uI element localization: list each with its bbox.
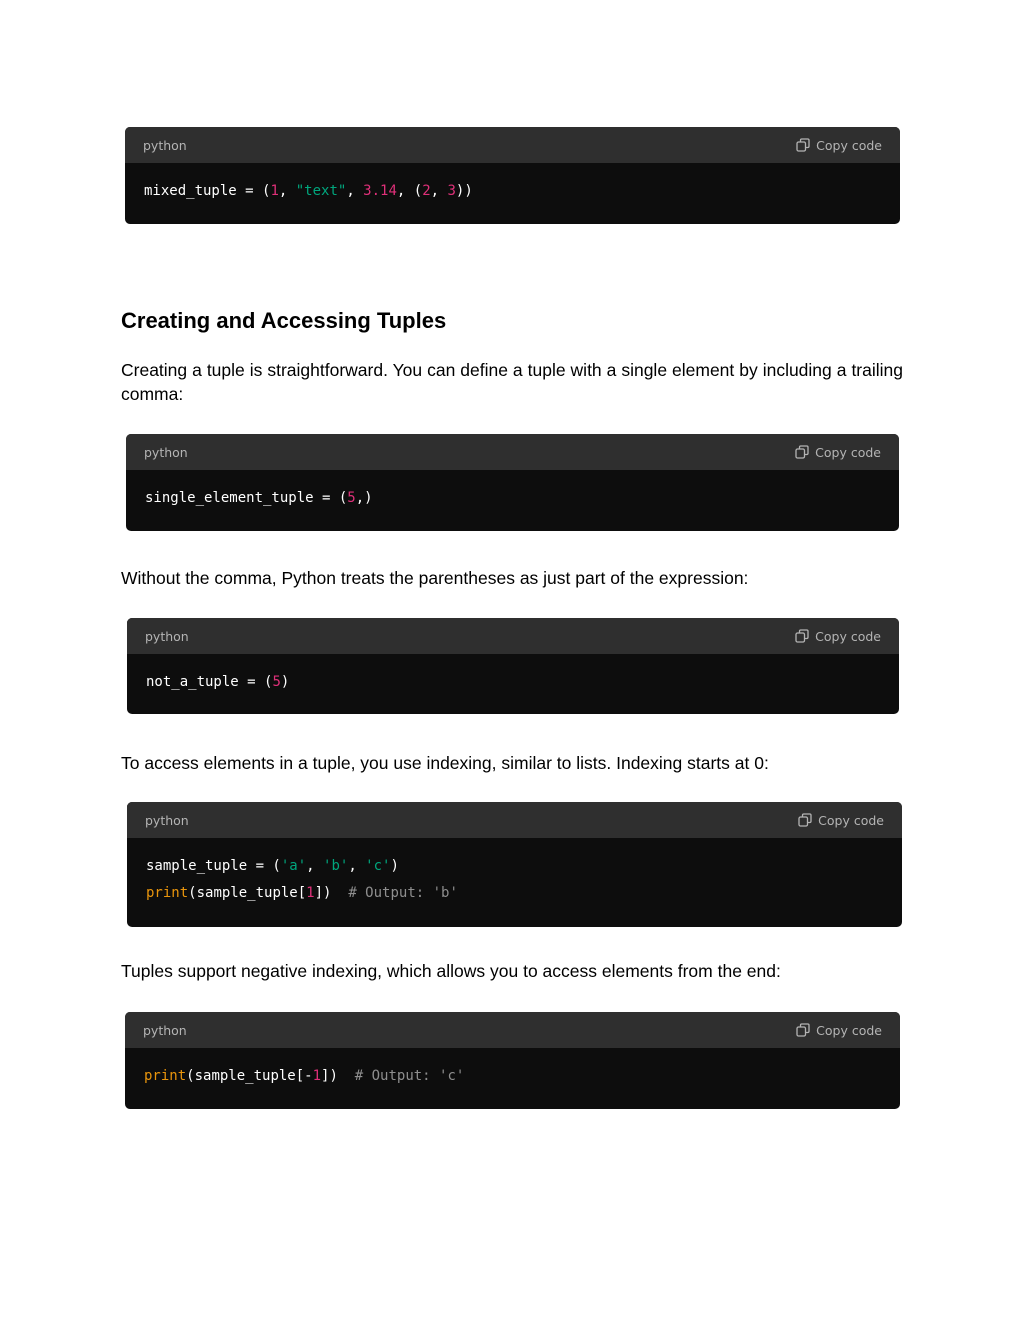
paragraph-negative-indexing: Tuples support negative indexing, which allows you to access elements from the end: — [121, 961, 781, 981]
code-content — [125, 1048, 900, 1090]
code-token-plain: ]) — [321, 1068, 355, 1084]
copy-icon — [796, 138, 810, 152]
code-line — [144, 178, 881, 205]
code-block-header — [127, 802, 902, 838]
code-token-num: 2 — [422, 183, 431, 199]
copy-code-button[interactable] — [798, 813, 884, 828]
copy-code-label: Copy code — [816, 137, 882, 153]
code-content — [127, 838, 902, 907]
code-block-mixed-tuple — [125, 127, 900, 224]
code-token-str: 'a' — [280, 858, 307, 874]
code-line — [146, 669, 880, 696]
code-token-num: 1 — [270, 183, 279, 199]
code-block-indexing — [127, 802, 902, 927]
code-language-label: python — [145, 812, 189, 828]
code-token-num: 3.14 — [363, 183, 397, 199]
code-line — [146, 880, 883, 907]
copy-code-label: Copy code — [818, 812, 884, 828]
copy-code-label: Copy code — [816, 1022, 882, 1038]
code-block-single-element-tuple — [126, 434, 899, 531]
code-token-plain: ) — [390, 858, 399, 874]
code-token-str: 'c' — [365, 858, 391, 874]
code-line — [144, 1063, 881, 1090]
code-line — [145, 485, 880, 512]
code-token-str: 'b' — [323, 858, 349, 874]
code-token-plain: , ( — [396, 183, 423, 199]
code-token-comment: # Output: 'b' — [348, 885, 458, 901]
code-token-plain: (sample_tuple[ — [188, 885, 307, 901]
code-token-comment: # Output: 'c' — [354, 1068, 465, 1084]
code-token-str: "text" — [295, 183, 347, 199]
code-token-plain: )) — [455, 183, 473, 199]
paragraph-intro: Creating a tuple is straightforward. You can define a tuple with a single element by including a trailing comma: — [121, 360, 903, 404]
code-language-label: python — [143, 137, 187, 153]
code-block-negative-indexing — [125, 1012, 900, 1109]
code-token-plain: sample_tuple = ( — [146, 858, 281, 874]
copy-code-label: Copy code — [815, 628, 881, 644]
copy-icon — [795, 629, 809, 643]
copy-code-button[interactable] — [796, 1023, 882, 1038]
code-token-plain: single_element_tuple = ( — [145, 490, 348, 506]
code-block-header — [126, 434, 899, 470]
code-token-fn: print — [146, 885, 189, 901]
code-block-header — [127, 618, 899, 654]
paragraph-without-comma: Without the comma, Python treats the parentheses as just part of the expression: — [121, 568, 749, 588]
code-token-plain: (sample_tuple[- — [186, 1068, 313, 1084]
code-block-not-a-tuple — [127, 618, 899, 714]
copy-code-button[interactable] — [796, 138, 882, 153]
copy-code-button[interactable] — [795, 629, 881, 644]
code-token-fn: print — [144, 1068, 187, 1084]
code-token-plain: , — [348, 858, 366, 874]
copy-icon — [796, 1023, 810, 1037]
code-block-header — [125, 127, 900, 163]
code-token-plain: , — [346, 183, 364, 199]
code-token-plain: ]) — [314, 885, 349, 901]
code-token-plain: ) — [280, 674, 290, 690]
code-content — [126, 470, 899, 512]
code-token-plain: , — [430, 183, 448, 199]
code-token-plain: ,) — [355, 490, 373, 506]
code-language-label: python — [143, 1022, 187, 1038]
code-token-num: 5 — [272, 674, 281, 690]
copy-code-label: Copy code — [815, 444, 881, 460]
code-language-label: python — [145, 628, 189, 644]
copy-code-button[interactable] — [795, 445, 881, 460]
code-token-plain: mixed_tuple = ( — [144, 183, 271, 199]
code-token-num: 3 — [447, 183, 456, 199]
code-content — [125, 163, 900, 205]
code-token-plain: , — [278, 183, 296, 199]
code-token-num: 1 — [306, 885, 315, 901]
code-content — [127, 654, 899, 696]
code-line — [146, 853, 883, 880]
code-token-num: 1 — [312, 1068, 322, 1084]
code-token-plain: , — [306, 858, 324, 874]
copy-icon — [795, 445, 809, 459]
code-token-plain: not_a_tuple = ( — [146, 674, 273, 690]
section-heading: Creating and Accessing Tuples — [121, 308, 447, 333]
code-block-header — [125, 1012, 900, 1048]
code-token-num: 5 — [347, 490, 356, 506]
paragraph-access: To access elements in a tuple, you use indexing, similar to lists. Indexing starts at 0: — [121, 753, 769, 773]
code-language-label: python — [144, 444, 188, 460]
copy-icon — [798, 813, 812, 827]
